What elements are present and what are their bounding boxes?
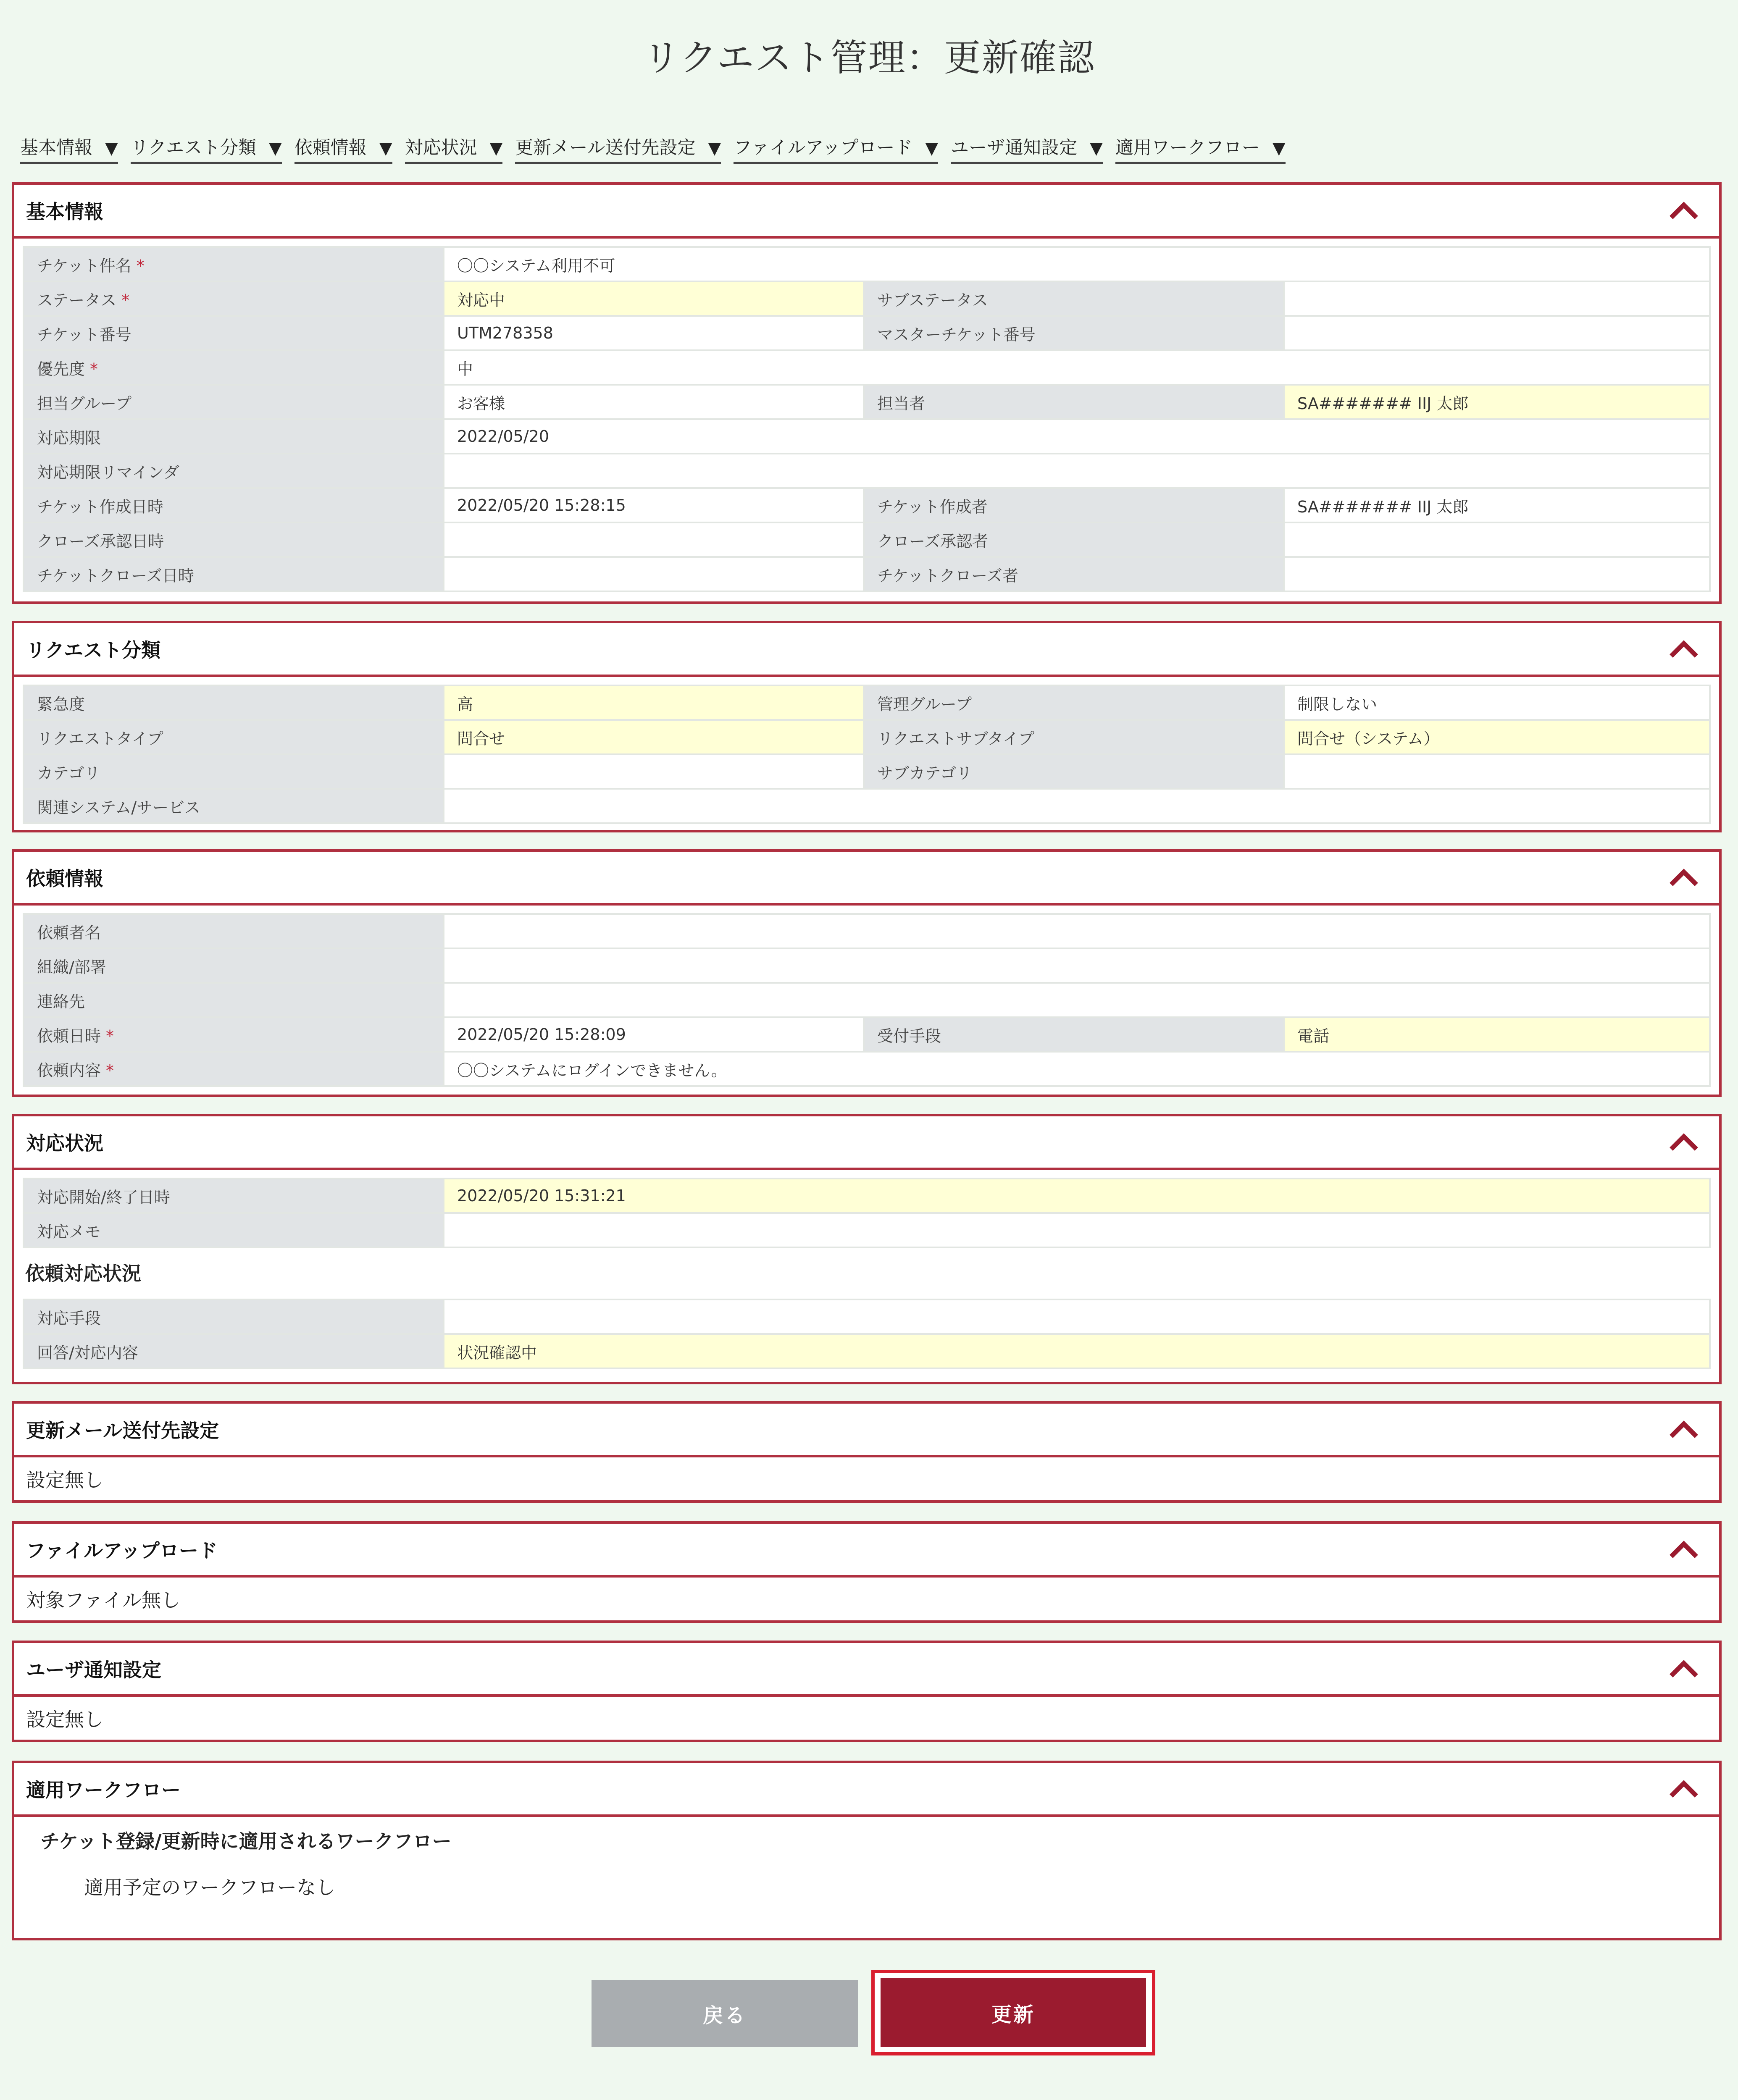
- caret-down-icon: ▼: [708, 139, 721, 158]
- field-label: 対応手段: [24, 1299, 444, 1334]
- field-label: サブカテゴリ: [864, 754, 1284, 789]
- close-approver-value: [1284, 522, 1710, 557]
- page-title: リクエスト管理：更新確認: [643, 36, 1095, 79]
- section-title: 基本情報: [26, 200, 103, 223]
- nav-upload[interactable]: [734, 134, 938, 164]
- field-label: 受付手段: [864, 1017, 1284, 1052]
- status-value: 対応中: [444, 281, 864, 316]
- table-row: [24, 419, 1710, 454]
- request-info-table: [23, 913, 1711, 1087]
- section-request-info: [12, 849, 1722, 1097]
- field-label: チケット件名 *: [24, 247, 444, 281]
- section-header: [14, 1643, 1719, 1697]
- chevron-up-icon[interactable]: [1667, 1129, 1701, 1154]
- section-title: 更新メール送付先設定: [26, 1419, 219, 1442]
- req-date-value: 2022/05/20 15:28:09: [444, 1017, 864, 1052]
- requester-value: [444, 914, 1710, 948]
- nav-label: 依頼情報: [294, 137, 367, 158]
- table-row: [24, 522, 1710, 557]
- group-value: お客様: [444, 385, 864, 419]
- section-title: ユーザ通知設定: [26, 1659, 161, 1681]
- section-header: [14, 1404, 1719, 1457]
- field-label: 連絡先: [24, 983, 444, 1017]
- section-header: [14, 1116, 1719, 1170]
- table-row: [24, 488, 1710, 522]
- field-label: 担当者: [864, 385, 1284, 419]
- table-row: [24, 983, 1710, 1017]
- chevron-up-icon[interactable]: [1667, 1416, 1701, 1441]
- nav-label: ファイルアップロード: [734, 137, 913, 158]
- category-value: [444, 754, 864, 789]
- field-label: 優先度 *: [24, 350, 444, 385]
- section-upload: [12, 1521, 1722, 1623]
- nav-label: ユーザ通知設定: [951, 137, 1078, 158]
- field-label: サブステータス: [864, 281, 1284, 316]
- basic-table: [23, 246, 1711, 592]
- section-header: [14, 185, 1719, 239]
- substatus-value: [1284, 281, 1710, 316]
- reminder-value: [444, 454, 1710, 488]
- creator-value: SA####### IIJ 太郎: [1284, 488, 1710, 522]
- urgency-value: 高: [444, 685, 864, 720]
- workflow-text: 適用予定のワークフローなし: [84, 1876, 335, 1899]
- closer-value: [1284, 557, 1710, 591]
- nav-notify[interactable]: [951, 134, 1103, 164]
- upload-text: 対象ファイル無し: [26, 1589, 181, 1612]
- nav-basic[interactable]: [20, 134, 118, 164]
- closed-value: [444, 557, 864, 591]
- nav-label: 更新メール送付先設定: [515, 137, 696, 158]
- caret-down-icon: ▼: [489, 139, 503, 158]
- field-label: マスターチケット番号: [864, 316, 1284, 350]
- deadline-value: 2022/05/20: [444, 419, 1710, 454]
- chevron-up-icon[interactable]: [1667, 864, 1701, 890]
- table-row: [24, 914, 1710, 948]
- field-label: 組織/部署: [24, 948, 444, 983]
- required-mark: *: [136, 256, 145, 275]
- table-row: [24, 948, 1710, 983]
- field-label: 対応期限: [24, 419, 444, 454]
- method-value: [444, 1299, 1710, 1334]
- response-table: [23, 1299, 1711, 1369]
- table-row: [24, 454, 1710, 488]
- contact-value: [444, 983, 1710, 1017]
- field-label: 管理グループ: [864, 685, 1284, 720]
- content-value: 〇〇システムにログインできません。: [444, 1052, 1710, 1086]
- type-value: 問合せ: [444, 720, 864, 754]
- table-row: [24, 316, 1710, 350]
- section-title: 依頼情報: [26, 867, 103, 890]
- field-label: 対応期限リマインダ: [24, 454, 444, 488]
- section-header: [14, 852, 1719, 906]
- caret-down-icon: ▼: [1090, 139, 1103, 158]
- nav-label: リクエスト分類: [130, 137, 257, 158]
- table-row: [24, 1052, 1710, 1086]
- table-row: [24, 1017, 1710, 1052]
- related-value: [444, 789, 1710, 823]
- section-title: 対応状況: [26, 1132, 103, 1155]
- back-button[interactable]: 戻る: [592, 1980, 858, 2047]
- chevron-up-icon[interactable]: [1667, 1776, 1701, 1801]
- ticket-name-value: 〇〇システム利用不可: [444, 247, 1710, 281]
- answer-value: 状況確認中: [444, 1334, 1710, 1368]
- table-row: [24, 247, 1710, 281]
- created-value: 2022/05/20 15:28:15: [444, 488, 864, 522]
- nav-status[interactable]: [405, 134, 503, 164]
- required-mark: *: [106, 1026, 114, 1045]
- nav-classification[interactable]: [131, 134, 282, 164]
- table-row: [24, 685, 1710, 720]
- close-approved-value: [444, 522, 864, 557]
- section-notify: [12, 1641, 1722, 1742]
- section-status: [12, 1114, 1722, 1384]
- section-workflow: [12, 1761, 1722, 1940]
- caret-down-icon: ▼: [105, 139, 118, 158]
- field-label: 依頼内容 *: [24, 1052, 444, 1086]
- table-row: [24, 1179, 1710, 1213]
- status-table: [23, 1178, 1711, 1248]
- org-value: [444, 948, 1710, 983]
- field-label: チケットクローズ者: [864, 557, 1284, 591]
- table-row: [24, 720, 1710, 754]
- workflow-subtitle: チケット登録/更新時に適用されるワークフロー: [40, 1830, 452, 1853]
- sub-title: 依頼対応状況: [25, 1262, 141, 1285]
- field-label: チケット番号: [24, 316, 444, 350]
- nav-label: 基本情報: [20, 137, 92, 158]
- channel-value: 電話: [1284, 1017, 1710, 1052]
- section-header: [14, 623, 1719, 677]
- table-row: [24, 1334, 1710, 1368]
- field-label: 対応開始/終了日時: [24, 1179, 444, 1213]
- nav-workflow[interactable]: [1115, 134, 1286, 164]
- field-label: ステータス *: [24, 281, 444, 316]
- update-button[interactable]: 更新: [881, 1978, 1146, 2047]
- section-header: [14, 1763, 1719, 1817]
- chevron-up-icon[interactable]: [1667, 636, 1701, 661]
- field-label: 依頼日時 *: [24, 1017, 444, 1052]
- chevron-up-icon[interactable]: [1667, 1536, 1701, 1562]
- notify-text: 設定無し: [26, 1708, 103, 1731]
- table-row: [24, 350, 1710, 385]
- section-nav: [20, 134, 1717, 164]
- chevron-up-icon[interactable]: [1667, 197, 1701, 223]
- field-label: 対応メモ: [24, 1213, 444, 1247]
- mgmt-group-value: 制限しない: [1284, 685, 1710, 720]
- field-label: 関連システム/サービス: [24, 789, 444, 823]
- assignee-value: SA####### IIJ 太郎: [1284, 385, 1710, 419]
- caret-down-icon: ▼: [1272, 139, 1286, 158]
- table-row: [24, 281, 1710, 316]
- table-row: [24, 754, 1710, 789]
- required-mark: *: [90, 360, 98, 378]
- required-mark: *: [106, 1061, 114, 1080]
- ticket-no-value: UTM278358: [444, 316, 864, 350]
- table-row: [24, 1213, 1710, 1247]
- field-label: チケット作成日時: [24, 488, 444, 522]
- subcategory-value: [1284, 754, 1710, 789]
- nav-label: 対応状況: [405, 137, 477, 158]
- caret-down-icon: ▼: [379, 139, 392, 158]
- field-label: チケット作成者: [864, 488, 1284, 522]
- classification-table: [23, 685, 1711, 824]
- caret-down-icon: ▼: [269, 139, 282, 158]
- table-row: [24, 789, 1710, 823]
- section-classification: [12, 621, 1722, 832]
- caret-down-icon: ▼: [925, 139, 939, 158]
- field-label: クローズ承認日時: [24, 522, 444, 557]
- field-label: 緊急度: [24, 685, 444, 720]
- subtype-value: 問合せ（システム）: [1284, 720, 1710, 754]
- mail-text: 設定無し: [26, 1469, 103, 1491]
- required-mark: *: [121, 291, 130, 310]
- section-header: [14, 1524, 1719, 1578]
- field-label: 依頼者名: [24, 914, 444, 948]
- field-label: チケットクローズ日時: [24, 557, 444, 591]
- master-ticket-value: [1284, 316, 1710, 350]
- section-mail: [12, 1401, 1722, 1503]
- table-row: [24, 557, 1710, 591]
- section-basic: [12, 182, 1722, 604]
- table-row: [24, 1299, 1710, 1334]
- field-label: クローズ承認者: [864, 522, 1284, 557]
- table-row: [24, 385, 1710, 419]
- field-label: 担当グループ: [24, 385, 444, 419]
- nav-request-info[interactable]: [294, 134, 392, 164]
- field-label: リクエストサブタイプ: [864, 720, 1284, 754]
- nav-mail[interactable]: [515, 134, 721, 164]
- priority-value: 中: [444, 350, 1710, 385]
- memo-value: [444, 1213, 1710, 1247]
- field-label: 回答/対応内容: [24, 1334, 444, 1368]
- start-end-value: 2022/05/20 15:31:21: [444, 1179, 1710, 1213]
- section-title: リクエスト分類: [26, 639, 161, 662]
- chevron-up-icon[interactable]: [1667, 1656, 1701, 1681]
- nav-label: 適用ワークフロー: [1115, 137, 1260, 158]
- section-title: 適用ワークフロー: [26, 1779, 181, 1801]
- field-label: カテゴリ: [24, 754, 444, 789]
- field-label: リクエストタイプ: [24, 720, 444, 754]
- section-title: ファイルアップロード: [26, 1539, 218, 1562]
